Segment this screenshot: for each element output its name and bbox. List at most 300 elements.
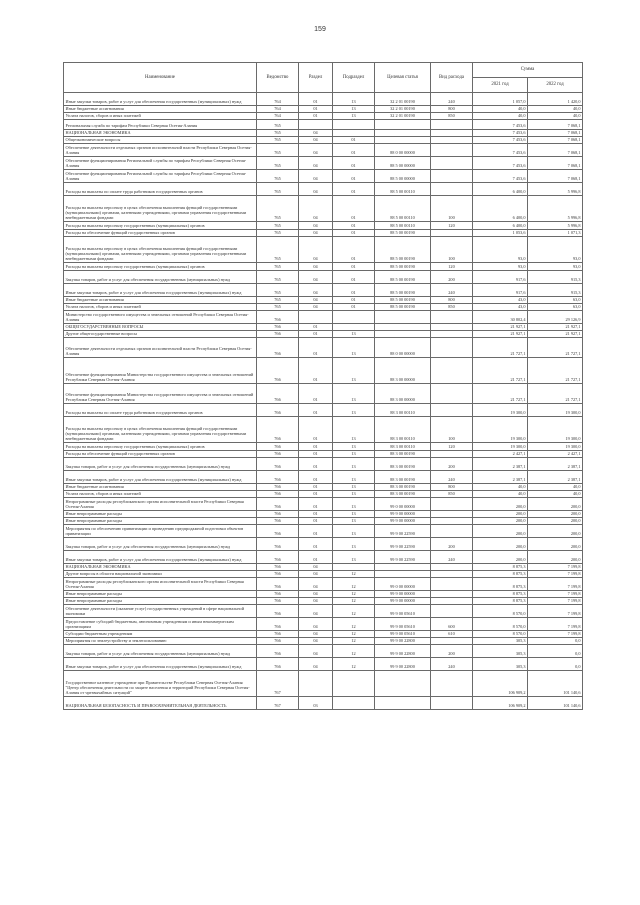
table-row: [64, 404, 583, 417]
cell-sum-2021: 8 875,3: [473, 591, 528, 598]
cell-sum-2022: 5 996,8: [528, 222, 583, 230]
cell-podrazdel: 01: [333, 144, 375, 157]
cell-vedomstvo: 766: [257, 451, 299, 458]
cell-vid: 800: [431, 484, 473, 491]
cell-sum-2022: 200,0: [528, 518, 583, 525]
cell-name: Расходы на выплаты персоналу в целях обеспечения выполнения функций государственными (муниципальными) органами, казенными учреждениями, органами управления государственными внебюджетными фондами: [64, 417, 257, 443]
cell-name: Иные бюджетные ассигнования: [64, 106, 257, 113]
cell-target: 88 5 00 00190: [375, 297, 431, 304]
cell-razdel: 04: [299, 271, 333, 284]
cell-target: [375, 671, 431, 697]
cell-sum-2021: 21 727,1: [473, 384, 528, 404]
cell-vid: [431, 144, 473, 157]
cell-name: Иные непрограммные расходы: [64, 598, 257, 605]
cell-vid: [431, 571, 473, 578]
cell-target: 99 9 00 05610: [375, 631, 431, 638]
cell-vedomstvo: 765: [257, 237, 299, 263]
cell-name: Уплата налогов, сборов и иных платежей: [64, 304, 257, 311]
cell-sum-2021: 106 909,2: [473, 697, 528, 710]
cell-sum-2022: 19 300,0: [528, 417, 583, 443]
table-row: [64, 358, 583, 384]
cell-vedomstvo: 766: [257, 591, 299, 598]
cell-sum-2022: 7 199,8: [528, 598, 583, 605]
cell-podrazdel: 01: [333, 157, 375, 170]
cell-podrazdel: 12: [333, 638, 375, 645]
table-row: [64, 518, 583, 525]
cell-sum-2022: 7 068,1: [528, 137, 583, 144]
cell-sum-2021: 40,0: [473, 491, 528, 498]
cell-target: 88 5 00 00000: [375, 157, 431, 170]
cell-podrazdel: 01: [333, 284, 375, 297]
cell-vedomstvo: 766: [257, 518, 299, 525]
cell-vid: [431, 384, 473, 404]
cell-target: 99 9 00 22590: [375, 538, 431, 551]
cell-vid: [431, 157, 473, 170]
cell-razdel: 01: [299, 417, 333, 443]
cell-podrazdel: 01: [333, 297, 375, 304]
cell-sum-2022: 93,0: [528, 263, 583, 271]
table-row: [64, 263, 583, 271]
cell-name: Обеспечение функционирования Министерства государственного имущества и земельных отношений Республики Северная Осетия-Алания: [64, 358, 257, 384]
cell-sum-2021: 19 300,0: [473, 417, 528, 443]
cell-vedomstvo: 766: [257, 324, 299, 331]
cell-vid: [431, 120, 473, 130]
cell-name: Обеспечение деятельности отдельных органов исполнительной власти Республики Северная Осетия-Алания: [64, 338, 257, 358]
cell-podrazdel: 01: [333, 196, 375, 222]
cell-vedomstvo: 765: [257, 170, 299, 183]
cell-target: 88 3 00 00000: [375, 384, 431, 404]
table-row: [64, 578, 583, 591]
header-summa: Сумма: [473, 63, 583, 78]
cell-sum-2022: 2 387,1: [528, 471, 583, 484]
table-row: [64, 183, 583, 196]
cell-razdel: 04: [299, 130, 333, 137]
table-row: [64, 196, 583, 222]
cell-sum-2022: 2 387,1: [528, 458, 583, 471]
cell-name: Расходы на выплаты персоналу государственных (муниципальных) органов: [64, 263, 257, 271]
cell-sum-2022: 200,0: [528, 538, 583, 551]
cell-sum-2022: 7 068,1: [528, 130, 583, 137]
cell-vid: 850: [431, 304, 473, 311]
cell-name: Закупка товаров, работ и услуг для обеспечения государственных (муниципальных) нужд: [64, 538, 257, 551]
cell-podrazdel: 01: [333, 271, 375, 284]
cell-vid: [431, 525, 473, 538]
cell-vid: [431, 130, 473, 137]
table-row: [64, 564, 583, 571]
cell-name: Обеспечение деятельности (оказание услуг) государственных учреждений в сфере национальной экономики: [64, 605, 257, 618]
cell-name: Расходы на выплаты по оплате труда работников государственных органов: [64, 404, 257, 417]
cell-sum-2022: 101 140,6: [528, 697, 583, 710]
cell-sum-2021: 200,0: [473, 518, 528, 525]
cell-sum-2021: 93,0: [473, 237, 528, 263]
cell-podrazdel: 13: [333, 518, 375, 525]
cell-vedomstvo: 764: [257, 106, 299, 113]
cell-vid: [431, 697, 473, 710]
cell-vid: [431, 518, 473, 525]
cell-sum-2021: 8 570,0: [473, 605, 528, 618]
table-row: [64, 113, 583, 120]
cell-razdel: 01: [299, 511, 333, 518]
cell-sum-2022: 40,0: [528, 484, 583, 491]
cell-target: 88 5 00 00190: [375, 271, 431, 284]
cell-name: НАЦИОНАЛЬНАЯ ЭКОНОМИКА: [64, 130, 257, 137]
cell-razdel: 01: [299, 358, 333, 384]
cell-sum-2021: 43,0: [473, 297, 528, 304]
cell-target: 99 9 00 22590: [375, 525, 431, 538]
cell-vid: 120: [431, 222, 473, 230]
cell-sum-2021: 43,0: [473, 304, 528, 311]
cell-sum-2021: 30 802,4: [473, 311, 528, 324]
cell-target: 88 3 00 00190: [375, 458, 431, 471]
cell-razdel: 04: [299, 230, 333, 237]
cell-target: 99 9 00 00000: [375, 511, 431, 518]
cell-razdel: 01: [299, 471, 333, 484]
cell-podrazdel: [333, 564, 375, 571]
cell-razdel: 04: [299, 605, 333, 618]
cell-sum-2022: 63,0: [528, 304, 583, 311]
cell-sum-2021: 6 400,0: [473, 196, 528, 222]
cell-podrazdel: [333, 120, 375, 130]
cell-podrazdel: 12: [333, 645, 375, 658]
cell-name: Непрограммные расходы республиканского органа исполнительной власти Республики Северная Осетия-Алания: [64, 578, 257, 591]
cell-vid: [431, 598, 473, 605]
cell-target: 88 5 00 00190: [375, 237, 431, 263]
cell-sum-2021: 917,6: [473, 271, 528, 284]
cell-target: [375, 324, 431, 331]
cell-razdel: 01: [299, 443, 333, 451]
cell-razdel: 04: [299, 284, 333, 297]
cell-vid: [431, 338, 473, 358]
cell-podrazdel: 13: [333, 338, 375, 358]
cell-vedomstvo: 765: [257, 297, 299, 304]
table-row: [64, 130, 583, 137]
table-row: [64, 120, 583, 130]
cell-sum-2021: 2 427,1: [473, 451, 528, 458]
cell-target: 99 9 00 22800: [375, 645, 431, 658]
cell-vid: [431, 331, 473, 338]
cell-name: Закупка товаров, работ и услуг для обеспечения государственных (муниципальных) нужд: [64, 271, 257, 284]
header-vid: Вид расхода: [431, 63, 473, 93]
cell-name: Другие общегосударственные вопросы: [64, 331, 257, 338]
cell-name: Обеспечение деятельности отдельных органов исполнительной власти Республики Северная Осетия-Алания: [64, 144, 257, 157]
cell-target: 88 0 00 00000: [375, 338, 431, 358]
cell-sum-2022: 101 140,6: [528, 671, 583, 697]
cell-vedomstvo: 766: [257, 618, 299, 631]
cell-target: 32 2 01 00190: [375, 113, 431, 120]
cell-vedomstvo: 765: [257, 183, 299, 196]
cell-vedomstvo: 766: [257, 571, 299, 578]
cell-podrazdel: 12: [333, 631, 375, 638]
table-row: [64, 93, 583, 106]
cell-sum-2022: 93,0: [528, 237, 583, 263]
cell-target: 99 9 00 05610: [375, 618, 431, 631]
cell-podrazdel: 01: [333, 170, 375, 183]
cell-sum-2021: 2 387,1: [473, 471, 528, 484]
cell-razdel: 04: [299, 564, 333, 571]
cell-podrazdel: 13: [333, 458, 375, 471]
cell-vedomstvo: 766: [257, 525, 299, 538]
cell-vid: 200: [431, 645, 473, 658]
cell-podrazdel: 13: [333, 471, 375, 484]
cell-sum-2021: 40,0: [473, 106, 528, 113]
cell-podrazdel: 13: [333, 404, 375, 417]
table-row: [64, 324, 583, 331]
budget-table: [63, 62, 583, 710]
cell-sum-2022: 2 427,1: [528, 451, 583, 458]
cell-sum-2021: 200,0: [473, 551, 528, 564]
cell-sum-2022: 7 199,8: [528, 605, 583, 618]
cell-razdel: 04: [299, 297, 333, 304]
cell-name: Уплата налогов, сборов и иных платежей: [64, 491, 257, 498]
cell-vid: [431, 511, 473, 518]
cell-name: Иные закупки товаров, работ и услуг для обеспечения государственных (муниципальных) нужд: [64, 93, 257, 106]
cell-sum-2022: 1 420,0: [528, 93, 583, 106]
cell-vid: [431, 591, 473, 598]
cell-vedomstvo: 766: [257, 484, 299, 491]
cell-sum-2021: 7 453,6: [473, 157, 528, 170]
cell-target: 88 5 00 00000: [375, 170, 431, 183]
cell-sum-2022: 7 199,8: [528, 631, 583, 638]
cell-target: [375, 130, 431, 137]
cell-sum-2022: 915,3: [528, 284, 583, 297]
cell-name: ОБЩЕГОСУДАРСТВЕННЫЕ ВОПРОСЫ: [64, 324, 257, 331]
table-row: [64, 631, 583, 638]
cell-target: 32 2 01 00190: [375, 106, 431, 113]
cell-target: 88 5 00 00110: [375, 183, 431, 196]
table-row: [64, 271, 583, 284]
cell-vid: [431, 404, 473, 417]
cell-name: Закупка товаров, работ и услуг для обеспечения государственных (муниципальных) нужд: [64, 458, 257, 471]
table-row: [64, 311, 583, 324]
cell-vedomstvo: 765: [257, 144, 299, 157]
cell-sum-2021: 305,3: [473, 658, 528, 671]
cell-podrazdel: [333, 697, 375, 710]
cell-name: Государственное казенное учреждение при Правительстве Республики Северная Осетия-Алания "Центр обеспечения деятельности по защите населения и территорий Республики Северная Осетия-Алания от чрезвычайных ситуаций": [64, 671, 257, 697]
cell-sum-2021: 19 300,0: [473, 404, 528, 417]
cell-razdel: 03: [299, 697, 333, 710]
table-row: [64, 331, 583, 338]
table-row: [64, 297, 583, 304]
cell-razdel: 04: [299, 183, 333, 196]
cell-sum-2022: 7 068,1: [528, 144, 583, 157]
table-row: [64, 157, 583, 170]
cell-target: [375, 571, 431, 578]
table-row: [64, 638, 583, 645]
cell-sum-2022: 1 071,3: [528, 230, 583, 237]
cell-target: 88 0 00 00000: [375, 144, 431, 157]
cell-razdel: [299, 311, 333, 324]
cell-sum-2022: 7 068,1: [528, 120, 583, 130]
cell-name: Министерство государственного имущества и земельных отношений Республики Северная Осетия-Алания: [64, 311, 257, 324]
cell-vid: [431, 311, 473, 324]
cell-vedomstvo: 766: [257, 358, 299, 384]
cell-target: 32 2 01 00190: [375, 93, 431, 106]
cell-sum-2021: 6 400,0: [473, 222, 528, 230]
cell-podrazdel: 01: [333, 304, 375, 311]
cell-razdel: 04: [299, 222, 333, 230]
cell-podrazdel: 13: [333, 106, 375, 113]
cell-vid: [431, 671, 473, 697]
table-row: [64, 571, 583, 578]
cell-name: Обеспечение функционирования Региональной службы по тарифам Республики Северная Осетия-Алания: [64, 170, 257, 183]
table-body: [64, 93, 583, 710]
cell-sum-2022: 19 300,0: [528, 404, 583, 417]
cell-vedomstvo: 767: [257, 671, 299, 697]
header-vedomstvo: Ведомство: [257, 63, 299, 93]
cell-sum-2022: 5 996,8: [528, 183, 583, 196]
cell-name: Иные закупки товаров, работ и услуг для обеспечения государственных (муниципальных) нужд: [64, 284, 257, 297]
cell-podrazdel: 13: [333, 551, 375, 564]
cell-sum-2021: 8 570,0: [473, 631, 528, 638]
cell-sum-2021: 21 927,1: [473, 324, 528, 331]
table-row: [64, 551, 583, 564]
cell-target: [375, 120, 431, 130]
cell-podrazdel: 12: [333, 598, 375, 605]
cell-target: 99 9 00 00000: [375, 598, 431, 605]
cell-vedomstvo: 766: [257, 631, 299, 638]
cell-name: Расходы на обеспечение функций государственных органов: [64, 451, 257, 458]
table-row: [64, 338, 583, 358]
cell-name: Региональная служба по тарифам Республики Северная Осетия-Алания: [64, 120, 257, 130]
cell-vedomstvo: 765: [257, 222, 299, 230]
cell-vid: 610: [431, 631, 473, 638]
table-row: [64, 451, 583, 458]
table-row: [64, 598, 583, 605]
cell-razdel: 01: [299, 451, 333, 458]
cell-vedomstvo: 765: [257, 263, 299, 271]
cell-vedomstvo: 766: [257, 443, 299, 451]
cell-name: Иные закупки товаров, работ и услуг для обеспечения государственных (муниципальных) нужд: [64, 658, 257, 671]
cell-vedomstvo: 765: [257, 271, 299, 284]
table-row: [64, 304, 583, 311]
cell-sum-2022: 29 126,9: [528, 311, 583, 324]
table-row: [64, 471, 583, 484]
cell-razdel: 01: [299, 538, 333, 551]
cell-vid: 200: [431, 538, 473, 551]
cell-target: [375, 564, 431, 571]
cell-vedomstvo: 766: [257, 658, 299, 671]
cell-name: Иные закупки товаров, работ и услуг для обеспечения государственных (муниципальных) нужд: [64, 551, 257, 564]
cell-target: [375, 697, 431, 710]
cell-sum-2022: 21 927,1: [528, 324, 583, 331]
cell-sum-2021: 200,0: [473, 525, 528, 538]
cell-razdel: 01: [299, 331, 333, 338]
cell-target: 88 5 00 00110: [375, 196, 431, 222]
cell-vedomstvo: 766: [257, 578, 299, 591]
cell-name: Иные непрограммные расходы: [64, 518, 257, 525]
cell-name: Расходы на выплаты по оплате труда работников государственных органов: [64, 183, 257, 196]
cell-podrazdel: 01: [333, 263, 375, 271]
cell-vid: [431, 638, 473, 645]
cell-razdel: 01: [299, 484, 333, 491]
table-row: [64, 137, 583, 144]
cell-vid: 850: [431, 113, 473, 120]
cell-podrazdel: 13: [333, 491, 375, 498]
cell-vedomstvo: 765: [257, 137, 299, 144]
cell-podrazdel: 13: [333, 417, 375, 443]
cell-target: 88 3 00 00110: [375, 443, 431, 451]
table-row: [64, 384, 583, 404]
table-header: [64, 63, 583, 93]
cell-vid: [431, 230, 473, 237]
cell-target: 99 9 00 22800: [375, 638, 431, 645]
cell-sum-2022: 19 300,0: [528, 443, 583, 451]
cell-name: Субсидии бюджетным учреждениям: [64, 631, 257, 638]
table-row: [64, 605, 583, 618]
cell-podrazdel: 13: [333, 511, 375, 518]
cell-razdel: 04: [299, 578, 333, 591]
header-target: Целевая статья: [375, 63, 431, 93]
cell-sum-2021: 7 453,6: [473, 120, 528, 130]
cell-name: Предоставление субсидий бюджетным, автономным учреждениям и иным некоммерческим организациям: [64, 618, 257, 631]
cell-sum-2021: 8 875,3: [473, 564, 528, 571]
header-year-2021: 2021 год: [473, 78, 528, 93]
cell-target: [375, 331, 431, 338]
table-row: [64, 106, 583, 113]
cell-vid: [431, 564, 473, 571]
cell-vedomstvo: 766: [257, 498, 299, 511]
cell-vedomstvo: 767: [257, 697, 299, 710]
cell-sum-2022: 0,0: [528, 658, 583, 671]
cell-sum-2022: 200,0: [528, 525, 583, 538]
cell-razdel: 04: [299, 598, 333, 605]
cell-razdel: 01: [299, 551, 333, 564]
cell-target: 99 9 00 22800: [375, 658, 431, 671]
cell-target: 88 5 00 00190: [375, 230, 431, 237]
cell-name: Мероприятия по обеспечению приватизации и проведению предпродажной подготовки объектов приватизации: [64, 525, 257, 538]
table-row: [64, 511, 583, 518]
cell-razdel: 04: [299, 618, 333, 631]
table-row: [64, 658, 583, 671]
table-row: [64, 230, 583, 237]
cell-sum-2022: 40,0: [528, 106, 583, 113]
cell-podrazdel: 13: [333, 358, 375, 384]
table-row: [64, 284, 583, 297]
cell-sum-2022: 7 199,8: [528, 591, 583, 598]
cell-podrazdel: 13: [333, 443, 375, 451]
cell-target: 88 5 00 00110: [375, 222, 431, 230]
cell-sum-2021: 40,0: [473, 113, 528, 120]
cell-target: 88 3 00 00190: [375, 451, 431, 458]
cell-vedomstvo: 766: [257, 331, 299, 338]
cell-sum-2021: 8 570,0: [473, 618, 528, 631]
cell-razdel: 01: [299, 113, 333, 120]
cell-name: Расходы на выплаты персоналу в целях обеспечения выполнения функций государственными (муниципальными) органами, казенными учреждениями, органами управления государственными внебюджетными фондами: [64, 196, 257, 222]
cell-sum-2021: 6 400,0: [473, 183, 528, 196]
cell-sum-2021: 917,6: [473, 284, 528, 297]
cell-sum-2022: 200,0: [528, 498, 583, 511]
cell-sum-2021: 200,0: [473, 538, 528, 551]
cell-vid: 850: [431, 491, 473, 498]
cell-sum-2021: 8 875,3: [473, 598, 528, 605]
cell-sum-2022: 21 727,1: [528, 338, 583, 358]
cell-vid: [431, 605, 473, 618]
page-number: 159: [314, 26, 326, 33]
cell-sum-2022: 40,0: [528, 491, 583, 498]
cell-sum-2022: 21 727,1: [528, 358, 583, 384]
cell-vedomstvo: 765: [257, 196, 299, 222]
cell-podrazdel: 13: [333, 498, 375, 511]
table-row: [64, 484, 583, 491]
cell-razdel: 01: [299, 498, 333, 511]
cell-razdel: 04: [299, 304, 333, 311]
cell-target: 88 3 00 00190: [375, 484, 431, 491]
cell-vid: [431, 451, 473, 458]
cell-podrazdel: 13: [333, 113, 375, 120]
cell-sum-2021: 7 453,6: [473, 170, 528, 183]
cell-sum-2022: 0,0: [528, 638, 583, 645]
table-row: [64, 498, 583, 511]
